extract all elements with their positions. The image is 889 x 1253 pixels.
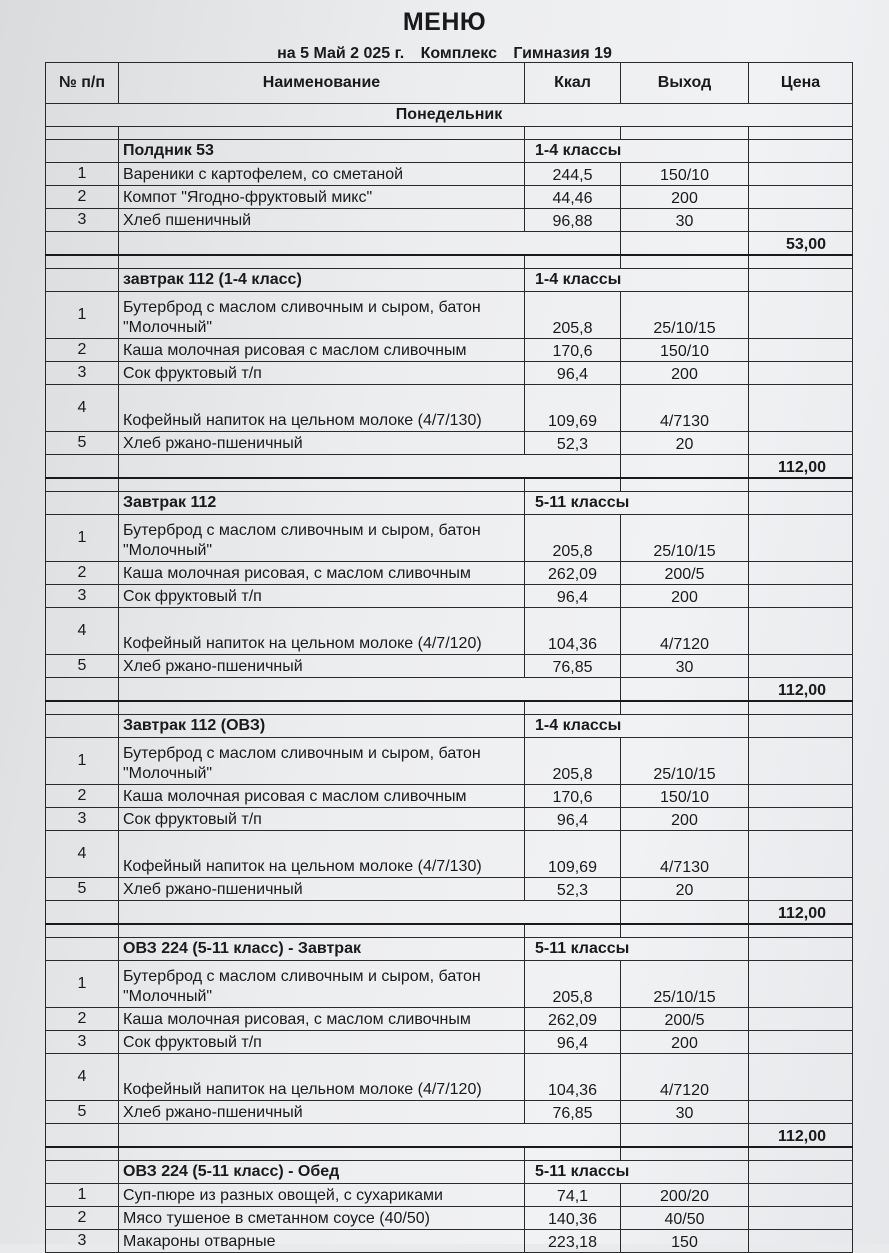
spacer-cell <box>46 701 119 715</box>
item-price <box>749 961 853 1008</box>
item-price <box>749 808 853 831</box>
table-row <box>46 1184 853 1207</box>
item-kcal: 244,5 <box>525 163 621 186</box>
section-price-cell <box>749 492 853 515</box>
item-output: 150/10 <box>621 163 749 186</box>
total-empty-cell <box>46 232 119 256</box>
section-classes: 5-11 классы <box>525 938 749 961</box>
day-label: Понедельник <box>46 104 853 127</box>
item-price <box>749 362 853 385</box>
spacer-cell <box>525 1147 621 1161</box>
spacer-cell <box>621 478 749 492</box>
spacer-cell <box>46 1147 119 1161</box>
item-number: 4 <box>46 831 119 878</box>
table-row <box>46 585 853 608</box>
complex-label: Комплекс <box>420 45 497 62</box>
item-name: Бутерброд с маслом сливочным и сыром, батон "Молочный" <box>119 738 525 785</box>
item-price <box>749 738 853 785</box>
section-header-row <box>46 492 853 515</box>
item-output: 150 <box>621 1230 749 1253</box>
item-name: Кофейный напиток на цельном молоке (4/7/120) <box>119 608 525 655</box>
total-empty-cell <box>621 678 749 702</box>
section-title: Полдник 53 <box>119 140 525 163</box>
table-row <box>46 878 853 901</box>
spacer-row <box>46 478 853 492</box>
item-output: 200/5 <box>621 1008 749 1031</box>
item-number: 4 <box>46 1054 119 1101</box>
item-output: 30 <box>621 1101 749 1124</box>
item-kcal: 52,3 <box>525 878 621 901</box>
item-name: Кофейный напиток на цельном молоке (4/7/120) <box>119 1054 525 1101</box>
section-price-cell <box>749 140 853 163</box>
item-number: 2 <box>46 1207 119 1230</box>
section-price-cell <box>749 1161 853 1184</box>
item-output: 150/10 <box>621 785 749 808</box>
table-header-row <box>46 63 853 104</box>
item-output: 20 <box>621 878 749 901</box>
section-header-row <box>46 715 853 738</box>
item-kcal: 205,8 <box>525 515 621 562</box>
section-header-row <box>46 269 853 292</box>
item-price <box>749 163 853 186</box>
item-kcal: 170,6 <box>525 339 621 362</box>
item-output: 200 <box>621 585 749 608</box>
item-kcal: 96,88 <box>525 209 621 232</box>
section-title: ОВЗ 224 (5-11 класс) - Обед <box>119 1161 525 1184</box>
spacer-cell <box>46 127 119 140</box>
section-num-cell <box>46 140 119 163</box>
table-row <box>46 1230 853 1253</box>
table-row <box>46 738 853 785</box>
table-row <box>46 432 853 455</box>
item-number: 1 <box>46 292 119 339</box>
item-kcal: 109,69 <box>525 385 621 432</box>
item-number: 1 <box>46 738 119 785</box>
section-header-row <box>46 140 853 163</box>
table-row <box>46 1008 853 1031</box>
item-name: Компот "Ягодно-фруктовый микс" <box>119 186 525 209</box>
item-number: 3 <box>46 362 119 385</box>
page-title: МЕНЮ <box>402 8 487 36</box>
item-price <box>749 1054 853 1101</box>
spacer-cell <box>749 1147 853 1161</box>
item-number: 2 <box>46 785 119 808</box>
spacer-cell <box>119 924 525 938</box>
day-row <box>46 104 853 127</box>
item-price <box>749 292 853 339</box>
item-name: Кофейный напиток на цельном молоке (4/7/130) <box>119 831 525 878</box>
table-row <box>46 339 853 362</box>
item-output: 200 <box>621 362 749 385</box>
column-header-price: Цена <box>749 63 853 104</box>
section-num-cell <box>46 269 119 292</box>
spacer-cell <box>119 1147 525 1161</box>
item-price <box>749 1184 853 1207</box>
section-price-cell <box>749 269 853 292</box>
item-output: 200/20 <box>621 1184 749 1207</box>
section-header-row <box>46 1161 853 1184</box>
item-price <box>749 186 853 209</box>
section-total: 112,00 <box>749 455 853 479</box>
item-name: Суп-пюре из разных овощей, с сухариками <box>119 1184 525 1207</box>
item-number: 5 <box>46 655 119 678</box>
spacer-cell <box>525 127 621 140</box>
section-title: ОВЗ 224 (5-11 класс) - Завтрак <box>119 938 525 961</box>
item-price <box>749 655 853 678</box>
section-total-row <box>46 1124 853 1148</box>
section-total: 112,00 <box>749 678 853 702</box>
section-total: 53,00 <box>749 232 853 256</box>
item-price <box>749 1008 853 1031</box>
item-price <box>749 1207 853 1230</box>
spacer-cell <box>119 478 525 492</box>
section-total: 112,00 <box>749 901 853 925</box>
item-kcal: 170,6 <box>525 785 621 808</box>
spacer-cell <box>621 924 749 938</box>
item-number: 2 <box>46 339 119 362</box>
item-output: 30 <box>621 655 749 678</box>
page-subtitle <box>0 45 889 63</box>
item-price <box>749 878 853 901</box>
item-name: Мясо тушеное в сметанном соусе (40/50) <box>119 1207 525 1230</box>
spacer-cell <box>119 255 525 269</box>
spacer-cell <box>621 701 749 715</box>
section-classes: 5-11 классы <box>525 492 749 515</box>
section-classes: 1-4 классы <box>525 715 749 738</box>
item-number: 3 <box>46 1230 119 1253</box>
table-row <box>46 515 853 562</box>
spacer-cell <box>46 924 119 938</box>
table-row <box>46 209 853 232</box>
total-empty-cell <box>621 455 749 479</box>
item-output: 4/7120 <box>621 1054 749 1101</box>
item-kcal: 96,4 <box>525 808 621 831</box>
item-name: Бутерброд с маслом сливочным и сыром, батон "Молочный" <box>119 515 525 562</box>
item-name: Хлеб ржано-пшеничный <box>119 655 525 678</box>
item-kcal: 262,09 <box>525 1008 621 1031</box>
item-name: Вареники с картофелем, со сметаной <box>119 163 525 186</box>
column-header-kcal: Ккал <box>525 63 621 104</box>
item-output: 200 <box>621 1031 749 1054</box>
menu-date: на 5 Май 2 025 г. <box>277 45 405 62</box>
total-empty-cell <box>46 901 119 925</box>
item-name: Кофейный напиток на цельном молоке (4/7/130) <box>119 385 525 432</box>
table-row <box>46 831 853 878</box>
spacer-cell <box>749 127 853 140</box>
item-name: Каша молочная рисовая с маслом сливочным <box>119 785 525 808</box>
section-classes: 1-4 классы <box>525 140 749 163</box>
spacer-row <box>46 1147 853 1161</box>
table-row <box>46 385 853 432</box>
column-header-output: Выход <box>621 63 749 104</box>
item-kcal: 96,4 <box>525 362 621 385</box>
item-name: Хлеб ржано-пшеничный <box>119 878 525 901</box>
spacer-row <box>46 701 853 715</box>
total-empty-cell <box>621 901 749 925</box>
item-kcal: 104,36 <box>525 1054 621 1101</box>
column-header-num: № п/п <box>46 63 119 104</box>
item-kcal: 262,09 <box>525 562 621 585</box>
item-name: Каша молочная рисовая, с маслом сливочным <box>119 562 525 585</box>
item-number: 2 <box>46 186 119 209</box>
item-number: 1 <box>46 961 119 1008</box>
item-output: 200 <box>621 186 749 209</box>
table-row <box>46 163 853 186</box>
spacer-row <box>46 127 853 140</box>
item-name: Хлеб пшеничный <box>119 209 525 232</box>
table-row <box>46 808 853 831</box>
menu-table <box>45 62 853 1253</box>
table-row <box>46 608 853 655</box>
spacer-cell <box>525 924 621 938</box>
table-row <box>46 961 853 1008</box>
spacer-cell <box>621 1147 749 1161</box>
table-row <box>46 1054 853 1101</box>
item-number: 2 <box>46 562 119 585</box>
spacer-cell <box>46 255 119 269</box>
item-kcal: 74,1 <box>525 1184 621 1207</box>
item-kcal: 104,36 <box>525 608 621 655</box>
item-kcal: 109,69 <box>525 831 621 878</box>
item-output: 25/10/15 <box>621 738 749 785</box>
item-kcal: 52,3 <box>525 432 621 455</box>
table-row <box>46 292 853 339</box>
total-empty-cell <box>119 901 621 925</box>
item-name: Бутерброд с маслом сливочным и сыром, батон "Молочный" <box>119 292 525 339</box>
item-price <box>749 515 853 562</box>
item-name: Каша молочная рисовая, с маслом сливочным <box>119 1008 525 1031</box>
item-name: Сок фруктовый т/п <box>119 362 525 385</box>
item-output: 4/7120 <box>621 608 749 655</box>
total-empty-cell <box>119 232 621 256</box>
section-total-row <box>46 678 853 702</box>
section-total-row <box>46 901 853 925</box>
section-num-cell <box>46 492 119 515</box>
item-output: 20 <box>621 432 749 455</box>
table-row <box>46 785 853 808</box>
item-price <box>749 585 853 608</box>
item-number: 4 <box>46 608 119 655</box>
item-name: Сок фруктовый т/п <box>119 585 525 608</box>
table-row <box>46 1101 853 1124</box>
item-kcal: 205,8 <box>525 292 621 339</box>
item-kcal: 140,36 <box>525 1207 621 1230</box>
spacer-cell <box>525 701 621 715</box>
spacer-cell <box>119 701 525 715</box>
item-number: 3 <box>46 209 119 232</box>
section-classes: 1-4 классы <box>525 269 749 292</box>
total-empty-cell <box>46 678 119 702</box>
section-price-cell <box>749 715 853 738</box>
item-kcal: 76,85 <box>525 1101 621 1124</box>
section-total: 112,00 <box>749 1124 853 1148</box>
spacer-cell <box>621 127 749 140</box>
item-number: 4 <box>46 385 119 432</box>
spacer-cell <box>525 478 621 492</box>
item-kcal: 96,4 <box>525 585 621 608</box>
item-kcal: 76,85 <box>525 655 621 678</box>
item-number: 3 <box>46 1031 119 1054</box>
school-name: Гимназия 19 <box>513 45 612 62</box>
table-row <box>46 1031 853 1054</box>
spacer-cell <box>749 255 853 269</box>
table-row <box>46 186 853 209</box>
item-output: 200/5 <box>621 562 749 585</box>
item-output: 4/7130 <box>621 385 749 432</box>
item-number: 3 <box>46 585 119 608</box>
spacer-cell <box>46 478 119 492</box>
item-price <box>749 831 853 878</box>
item-number: 5 <box>46 1101 119 1124</box>
total-empty-cell <box>119 678 621 702</box>
item-name: Каша молочная рисовая с маслом сливочным <box>119 339 525 362</box>
item-price <box>749 339 853 362</box>
item-price <box>749 785 853 808</box>
section-price-cell <box>749 938 853 961</box>
total-empty-cell <box>46 455 119 479</box>
item-kcal: 223,18 <box>525 1230 621 1253</box>
item-number: 5 <box>46 878 119 901</box>
item-price <box>749 608 853 655</box>
section-title: Завтрак 112 (ОВЗ) <box>119 715 525 738</box>
item-kcal: 96,4 <box>525 1031 621 1054</box>
item-price <box>749 385 853 432</box>
total-empty-cell <box>621 1124 749 1148</box>
section-header-row <box>46 938 853 961</box>
section-title: Завтрак 112 <box>119 492 525 515</box>
item-price <box>749 1101 853 1124</box>
item-output: 25/10/15 <box>621 292 749 339</box>
item-kcal: 205,8 <box>525 738 621 785</box>
item-number: 5 <box>46 432 119 455</box>
spacer-cell <box>525 255 621 269</box>
section-num-cell <box>46 938 119 961</box>
item-output: 200 <box>621 808 749 831</box>
spacer-cell <box>749 924 853 938</box>
item-price <box>749 1230 853 1253</box>
spacer-row <box>46 255 853 269</box>
item-name: Бутерброд с маслом сливочным и сыром, батон "Молочный" <box>119 961 525 1008</box>
item-output: 40/50 <box>621 1207 749 1230</box>
section-num-cell <box>46 715 119 738</box>
item-price <box>749 562 853 585</box>
table-row <box>46 1207 853 1230</box>
total-empty-cell <box>119 455 621 479</box>
spacer-cell <box>119 127 525 140</box>
section-num-cell <box>46 1161 119 1184</box>
item-output: 30 <box>621 209 749 232</box>
total-empty-cell <box>621 232 749 256</box>
item-number: 2 <box>46 1008 119 1031</box>
section-classes: 5-11 классы <box>525 1161 749 1184</box>
spacer-row <box>46 924 853 938</box>
item-name: Хлеб ржано-пшеничный <box>119 1101 525 1124</box>
item-kcal: 205,8 <box>525 961 621 1008</box>
item-output: 25/10/15 <box>621 515 749 562</box>
table-row <box>46 362 853 385</box>
item-price <box>749 432 853 455</box>
item-number: 3 <box>46 808 119 831</box>
table-row <box>46 562 853 585</box>
item-name: Сок фруктовый т/п <box>119 1031 525 1054</box>
item-number: 1 <box>46 1184 119 1207</box>
total-empty-cell <box>119 1124 621 1148</box>
table-row <box>46 655 853 678</box>
total-empty-cell <box>46 1124 119 1148</box>
column-header-name: Наименование <box>119 63 525 104</box>
item-price <box>749 1031 853 1054</box>
item-name: Хлеб ржано-пшеничный <box>119 432 525 455</box>
item-output: 4/7130 <box>621 831 749 878</box>
section-total-row <box>46 232 853 256</box>
spacer-cell <box>621 255 749 269</box>
section-total-row <box>46 455 853 479</box>
item-output: 25/10/15 <box>621 961 749 1008</box>
item-name: Макароны отварные <box>119 1230 525 1253</box>
item-number: 1 <box>46 515 119 562</box>
item-name: Сок фруктовый т/п <box>119 808 525 831</box>
item-number: 1 <box>46 163 119 186</box>
item-price <box>749 209 853 232</box>
item-kcal: 44,46 <box>525 186 621 209</box>
spacer-cell <box>749 701 853 715</box>
spacer-cell <box>749 478 853 492</box>
section-title: завтрак 112 (1-4 класс) <box>119 269 525 292</box>
item-output: 150/10 <box>621 339 749 362</box>
